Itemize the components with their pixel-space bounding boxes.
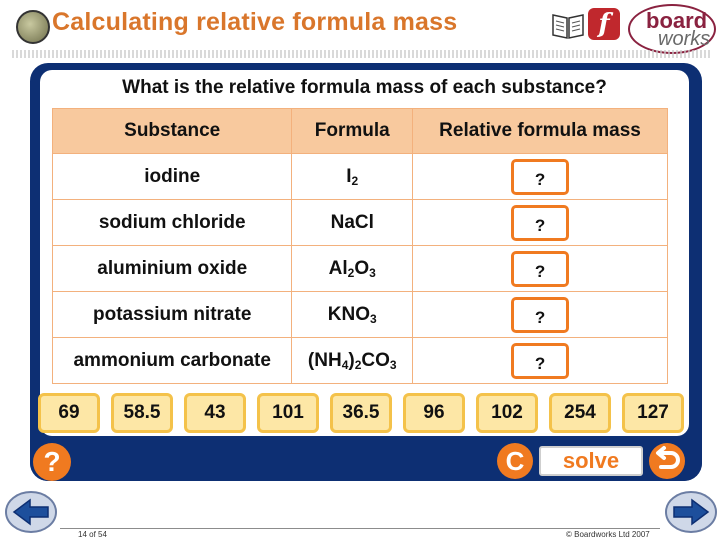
question-text: What is the relative formula mass of each substance? [122,77,607,98]
formula-symbol: (NH [307,349,342,371]
answer-drop-slot[interactable]: ? [511,251,569,287]
table-body [53,154,668,384]
table-row [53,338,668,384]
formula-symbol: NaCl [330,211,374,233]
help-button[interactable]: ? [33,443,71,481]
footer-divider [60,528,660,529]
table-row [53,292,668,338]
table-row [53,246,668,292]
answer-cell [413,338,668,384]
formula-mass-table [52,108,668,384]
boardworks-logo [628,4,716,54]
globe-icon [16,10,50,44]
undo-arrow-icon [649,443,685,479]
formula-subscript: 4 [341,357,349,372]
answer-cell [413,154,668,200]
substance-cell: sodium chloride [53,200,292,246]
flash-icon[interactable]: f [588,8,620,40]
option-tile[interactable]: 102 [476,393,538,433]
option-tile[interactable]: 96 [403,393,465,433]
column-header-mass: Relative formula mass [413,109,668,154]
header-divider [12,50,712,58]
formula-cell [292,200,413,246]
formula-subscript: 2 [347,265,355,280]
formula-cell [292,154,413,200]
formula-symbol: I [346,165,352,187]
option-tile[interactable]: 127 [622,393,684,433]
formula-cell [292,338,413,384]
solve-button[interactable]: solve [539,446,643,476]
next-slide-button[interactable] [664,490,718,534]
formula-symbol: KNO [327,303,371,325]
answer-drop-slot[interactable]: ? [511,159,569,195]
substance-cell: potassium nitrate [53,292,292,338]
substance-cell: aluminium oxide [53,246,292,292]
option-tile[interactable]: 36.5 [330,393,392,433]
formula-cell [292,292,413,338]
copyright-text: © Boardworks Ltd 2007 [566,530,650,539]
option-tile[interactable]: 254 [549,393,611,433]
previous-slide-button[interactable] [4,490,58,534]
logo-text-bottom: works [658,28,711,50]
table-header-row [53,109,668,154]
answer-drop-slot[interactable]: ? [511,297,569,333]
page-title: Calculating relative formula mass [52,8,458,36]
table-row [53,200,668,246]
formula-subscript: 2 [351,173,359,188]
substance-cell: iodine [53,154,292,200]
formula-symbol: O [354,257,370,279]
formula-symbol: Al [328,257,348,279]
answer-drop-slot[interactable]: ? [511,343,569,379]
option-tile[interactable]: 101 [257,393,319,433]
column-header-formula: Formula [292,109,413,154]
formula-subscript: 3 [370,311,377,326]
substance-cell: ammonium carbonate [53,338,292,384]
option-tile[interactable]: 69 [38,393,100,433]
formula-cell [292,246,413,292]
column-header-substance: Substance [53,109,292,154]
formula-symbol: CO [361,349,390,371]
formula-subscript: 3 [389,357,397,372]
book-icon[interactable] [551,10,585,40]
answer-cell [413,246,668,292]
logo-text-top: board [646,8,708,33]
formula-symbol: ) [348,349,355,371]
option-tile[interactable]: 58.5 [111,393,173,433]
answer-drop-slot[interactable]: ? [511,205,569,241]
answer-cell [413,292,668,338]
reset-button[interactable]: C [497,443,533,479]
option-tile[interactable]: 43 [184,393,246,433]
table-row [53,154,668,200]
formula-subscript: 2 [354,357,362,372]
undo-button[interactable] [649,443,685,479]
answer-cell [413,200,668,246]
slide-number: 14 of 54 [78,530,107,539]
formula-subscript: 3 [369,265,376,280]
